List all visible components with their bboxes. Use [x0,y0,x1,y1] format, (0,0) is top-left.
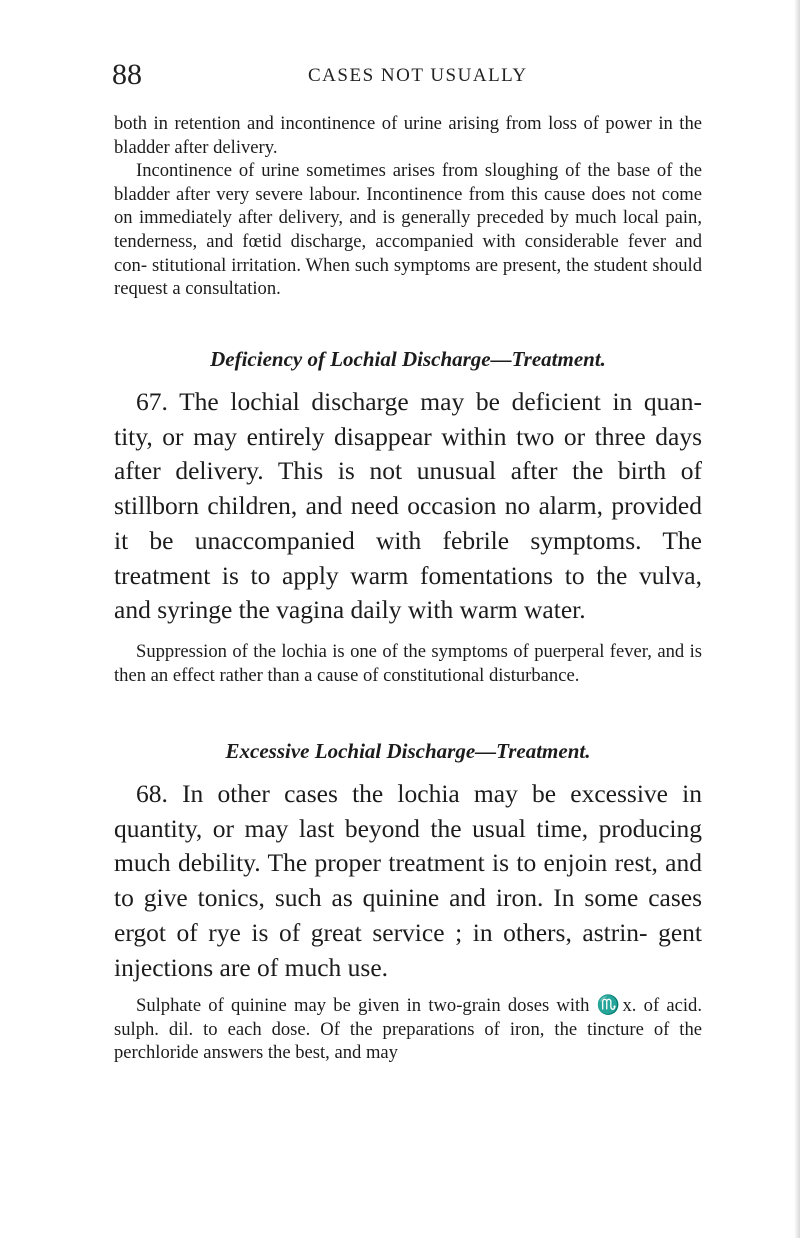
section-heading-deficiency: Deficiency of Lochial Discharge—Treatment. [210,347,606,371]
page-edge-shadow [794,0,800,1238]
paragraph-68: 68. In other cases the lochia may be excessive in quantity, or may last beyond the usual time, producing much debility. The proper treatment is to enjoin rest, and to give tonics, such as quinine and iron. In some cases ergot of rye is of great service ; in others, astrin- gent injections are of much use. [114,779,702,982]
paragraph-2: Incontinence of urine sometimes arises from sloughing of the base of the bladder after very severe labour. Incontinence from this cause does not come on immediately after delivery, and is generally preceded by much local pain, tenderness, and fœtid discharge, accompanied with considerable fever and con- stitutional irritation. When such symptoms are present, the student should request a consultation. [114,160,702,300]
paragraph-sulphate: Sulphate of quinine may be given in two-grain doses with ♏x. of acid. sulph. dil. to each dose. Of the preparations of iron, the tincture of the perchloride answers the best, and may [114,995,702,1064]
section-heading-excessive: Excessive Lochial Discharge—Treatment. [225,739,591,763]
paragraph-suppression: Suppression of the lochia is one of the symptoms of puerperal fever, and is then an effect rather than a cause of constitutional disturbance. [114,641,702,686]
page-header [112,58,712,92]
paragraph-67: 67. The lochial discharge may be deficient in quan- tity, or may entirely disappear within two or three days after delivery. This is not unusual after the birth of stillborn children, and need occasion no alarm, provided it be unaccompanied with febrile symptoms. The treatment is to apply warm fomentations to the vulva, and syringe the vagina daily with warm water. [114,387,702,625]
paragraph-1: both in retention and incontinence of urine arising from loss of power in the bladder after delivery. [114,113,702,158]
running-head: CASES NOT USUALLY [308,65,528,86]
page-number: 88 [112,58,142,91]
paragraph-continuation [114,112,702,301]
